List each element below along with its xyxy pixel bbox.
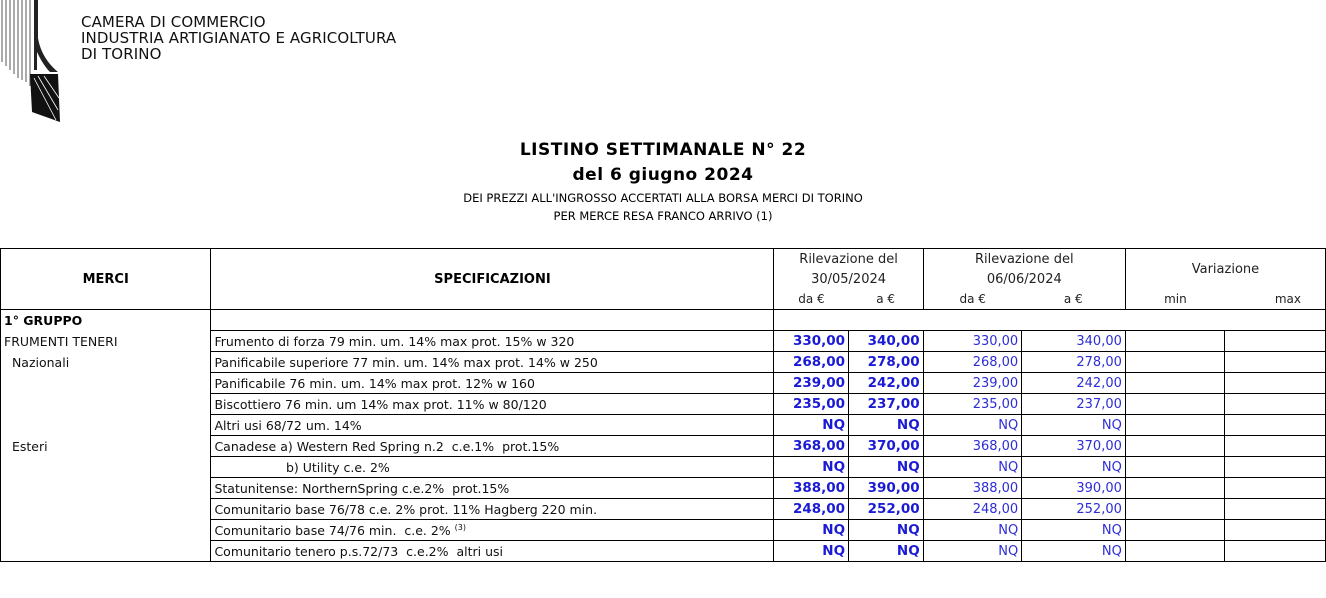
spec-cell-text: Frumento di forza 79 min. um. 14% max prot. 15% w 320	[214, 333, 575, 349]
var-max-cell	[1225, 541, 1326, 562]
curr-a-cell-text: 278,00	[1076, 354, 1122, 370]
curr-a-cell-text: 242,00	[1076, 375, 1122, 391]
spec-cell-text: Comunitario base 76/78 c.e. 2% prot. 11% Hagberg 220 min.	[214, 501, 598, 517]
prev-a-cell-text: 340,00	[867, 333, 920, 349]
table-row	[1, 478, 1326, 499]
table-row	[1, 415, 1326, 436]
prev-da-cell	[774, 352, 849, 373]
merci-cell	[1, 415, 211, 436]
curr-da-cell-text: 239,00	[972, 375, 1019, 391]
prev-da-cell-text: 268,00	[792, 354, 846, 370]
merci-cell	[1, 373, 211, 394]
table-row	[1, 457, 1326, 478]
group-row	[1, 310, 1326, 331]
spec-cell-text: Altri usi 68/72 um. 14%	[214, 417, 362, 433]
prev-a-cell	[849, 520, 924, 541]
table-row	[1, 373, 1326, 394]
var-max-cell	[1225, 331, 1326, 352]
spec-cell	[211, 499, 774, 520]
var-max-cell	[1225, 373, 1326, 394]
prev-a-cell-text: 242,00	[867, 375, 920, 391]
prev-a-cell	[849, 331, 924, 352]
curr-a-cell-text: NQ	[1101, 417, 1122, 433]
merci-cell-text: FRUMENTI TENERI	[4, 333, 118, 349]
prev-da-cell-text: 239,00	[792, 375, 846, 391]
merci-cell-text: Esteri	[4, 438, 48, 454]
curr-a-cell-text: 252,00	[1076, 501, 1122, 517]
prev-a-cell	[849, 415, 924, 436]
curr-da-cell-text: 235,00	[972, 396, 1019, 412]
spec-cell	[211, 394, 774, 415]
chamber-logo	[0, 0, 62, 124]
rilev-curr-date: 06/06/2024	[923, 269, 1125, 289]
institution-line-2: INDUSTRIA ARTIGIANATO E AGRICOLTURA	[81, 29, 397, 47]
spec-cell-text: Panificabile superiore 77 min. um. 14% max prot. 14% w 250	[214, 354, 598, 370]
curr-da-cell-text: 368,00	[972, 438, 1019, 454]
prev-da-cell-text: 388,00	[792, 480, 846, 496]
prev-a-cell-text: 370,00	[867, 438, 920, 454]
var-max-cell	[1225, 436, 1326, 457]
rilev-prev-label: Rilevazione del	[774, 249, 923, 270]
curr-da-cell-text: NQ	[998, 459, 1019, 475]
col-merci-header: MERCI	[1, 249, 211, 310]
price-table	[0, 248, 1326, 562]
curr-da-cell-text: NQ	[998, 417, 1019, 433]
prev-a-cell-text: NQ	[896, 417, 920, 433]
var-max-cell	[1225, 352, 1326, 373]
var-min-cell	[1125, 457, 1225, 478]
var-max-cell	[1225, 457, 1326, 478]
rilev-prev-date: 30/05/2024	[774, 269, 923, 289]
prev-a-cell-text: NQ	[896, 459, 920, 475]
prev-da-cell-text: NQ	[822, 543, 846, 559]
var-min-cell	[1125, 499, 1225, 520]
list-title: LISTINO SETTIMANALE N° 22	[519, 140, 807, 160]
spec-cell-text: b) Utility c.e. 2%	[214, 459, 390, 475]
institution-name	[81, 14, 396, 62]
prev-da-cell	[774, 478, 849, 499]
prev-a-cell-text: 252,00	[867, 501, 920, 517]
rilev-curr-label: Rilevazione del	[923, 249, 1125, 270]
curr-da-cell	[923, 352, 1021, 373]
table-row	[1, 520, 1326, 541]
prev-a-cell	[849, 352, 924, 373]
spec-cell	[211, 352, 774, 373]
spec-cell	[211, 541, 774, 562]
var-max-header: max	[1225, 289, 1326, 310]
curr-da-cell-text: 388,00	[972, 480, 1019, 496]
curr-da-cell-text: 268,00	[972, 354, 1019, 370]
curr-a-cell	[1022, 352, 1126, 373]
var-min-header: min	[1164, 292, 1187, 306]
prev-da-cell-text: NQ	[822, 522, 846, 538]
prev-da-cell-text: NQ	[822, 417, 846, 433]
variazione-header: Variazione	[1125, 249, 1325, 290]
prev-da-cell	[774, 331, 849, 352]
table-row	[1, 394, 1326, 415]
curr-da-cell-text: NQ	[998, 522, 1019, 538]
merci-cell	[1, 331, 211, 352]
curr-a-cell-text: 340,00	[1076, 333, 1122, 349]
curr-da-cell-text: 330,00	[972, 333, 1019, 349]
list-subtitle-2: PER MERCE RESA FRANCO ARRIVO (1)	[553, 209, 773, 223]
curr-da-cell	[923, 520, 1021, 541]
prev-a-cell	[849, 457, 924, 478]
list-subtitle-1: DEI PREZZI ALL'INGROSSO ACCERTATI ALLA BORSA MERCI DI TORINO	[463, 191, 863, 205]
spec-cell	[211, 373, 774, 394]
curr-a-cell	[1022, 457, 1126, 478]
curr-a-cell-text: 237,00	[1076, 396, 1122, 412]
curr-a-cell	[1022, 520, 1126, 541]
merci-cell	[1, 541, 211, 562]
prev-da-header: da €	[798, 292, 825, 306]
curr-a-cell-text: 390,00	[1076, 480, 1122, 496]
merci-cell	[1, 352, 211, 373]
var-max-cell	[1225, 478, 1326, 499]
prev-da-cell	[774, 373, 849, 394]
table-row	[1, 331, 1326, 352]
var-min-cell	[1125, 478, 1225, 499]
prev-a-cell	[849, 373, 924, 394]
prev-a-cell	[849, 436, 924, 457]
spec-cell	[211, 415, 774, 436]
prev-a-header: a €	[849, 289, 924, 310]
prev-a-cell-text: 237,00	[867, 396, 920, 412]
prev-da-cell	[774, 499, 849, 520]
spec-cell	[211, 331, 774, 352]
spec-cell	[211, 520, 774, 541]
curr-a-cell	[1022, 541, 1126, 562]
table-row	[1, 436, 1326, 457]
merci-cell	[1, 436, 211, 457]
curr-a-header: a €	[1022, 289, 1126, 310]
spec-cell	[211, 478, 774, 499]
curr-a-cell	[1022, 373, 1126, 394]
var-min-cell	[1125, 415, 1225, 436]
spec-cell-text: Comunitario tenero p.s.72/73 c.e.2% altri usi	[214, 543, 503, 559]
merci-cell	[1, 499, 211, 520]
prev-da-cell-text: 235,00	[792, 396, 846, 412]
curr-da-cell	[923, 436, 1021, 457]
curr-a-cell-text: NQ	[1101, 459, 1122, 475]
curr-a-cell-text: 370,00	[1076, 438, 1122, 454]
curr-a-cell	[1022, 436, 1126, 457]
var-min-cell	[1125, 520, 1225, 541]
curr-da-cell	[923, 331, 1021, 352]
curr-a-cell	[1022, 478, 1126, 499]
prev-a-cell-text: NQ	[896, 543, 920, 559]
merci-cell	[1, 520, 211, 541]
table-row	[1, 541, 1326, 562]
curr-da-cell	[923, 541, 1021, 562]
curr-da-cell-text: 248,00	[972, 501, 1019, 517]
group-label: 1° GRUPPO	[1, 310, 211, 331]
spec-cell-text: Canadese a) Western Red Spring n.2 c.e.1% prot.15%	[214, 438, 560, 454]
prev-a-cell-text: NQ	[896, 522, 920, 538]
col-spec-header: SPECIFICAZIONI	[211, 249, 774, 310]
curr-a-cell	[1022, 394, 1126, 415]
curr-da-cell	[923, 499, 1021, 520]
header-row-1	[1, 249, 1326, 270]
prev-a-cell-text: 278,00	[867, 354, 920, 370]
curr-da-header: da €	[959, 292, 986, 306]
spec-cell-text: Panificabile 76 min. um. 14% max prot. 12% w 160	[214, 375, 535, 391]
prev-da-cell	[774, 457, 849, 478]
var-min-cell	[1125, 331, 1225, 352]
curr-da-cell	[923, 457, 1021, 478]
var-min-cell	[1125, 436, 1225, 457]
var-max-cell	[1225, 394, 1326, 415]
var-max-cell	[1225, 499, 1326, 520]
merci-cell	[1, 394, 211, 415]
footnote-ref: (3)	[454, 522, 467, 532]
curr-a-cell	[1022, 331, 1126, 352]
prev-a-cell	[849, 541, 924, 562]
var-min-cell	[1125, 541, 1225, 562]
var-min-cell	[1125, 394, 1225, 415]
prev-a-cell	[849, 499, 924, 520]
merci-cell-text: Nazionali	[4, 354, 70, 370]
curr-da-cell	[923, 373, 1021, 394]
prev-da-cell	[774, 436, 849, 457]
prev-da-cell	[774, 541, 849, 562]
table-row	[1, 499, 1326, 520]
merci-cell	[1, 457, 211, 478]
prev-da-cell-text: 330,00	[792, 333, 846, 349]
var-min-cell	[1125, 352, 1225, 373]
prev-da-cell-text: 368,00	[792, 438, 846, 454]
merci-cell	[1, 478, 211, 499]
spec-cell	[211, 457, 774, 478]
prev-da-cell	[774, 394, 849, 415]
curr-da-cell	[923, 394, 1021, 415]
prev-da-cell-text: 248,00	[792, 501, 846, 517]
spec-cell-text: Statunitense: NorthernSpring c.e.2% prot.15%	[214, 480, 510, 496]
prev-da-cell	[774, 520, 849, 541]
institution-line-1: CAMERA DI COMMERCIO	[81, 13, 266, 31]
institution-line-3: DI TORINO	[81, 45, 162, 63]
curr-a-cell	[1022, 499, 1126, 520]
curr-da-cell-text: NQ	[998, 543, 1019, 559]
prev-a-cell	[849, 478, 924, 499]
curr-da-cell	[923, 478, 1021, 499]
prev-a-cell-text: 390,00	[867, 480, 920, 496]
prev-da-cell	[774, 415, 849, 436]
var-min-cell	[1125, 373, 1225, 394]
curr-a-cell-text: NQ	[1101, 543, 1122, 559]
curr-da-cell	[923, 415, 1021, 436]
var-max-cell	[1225, 415, 1326, 436]
spec-cell-text: Biscottiero 76 min. um 14% max prot. 11% w 80/120	[214, 396, 547, 412]
list-date: del 6 giugno 2024	[572, 165, 754, 185]
curr-a-cell-text: NQ	[1101, 522, 1122, 538]
curr-a-cell	[1022, 415, 1126, 436]
spec-cell	[211, 436, 774, 457]
prev-a-cell	[849, 394, 924, 415]
prev-da-cell-text: NQ	[822, 459, 846, 475]
table-row	[1, 352, 1326, 373]
spec-cell-text: Comunitario base 74/76 min. c.e. 2%	[214, 522, 455, 538]
var-max-cell	[1225, 520, 1326, 541]
